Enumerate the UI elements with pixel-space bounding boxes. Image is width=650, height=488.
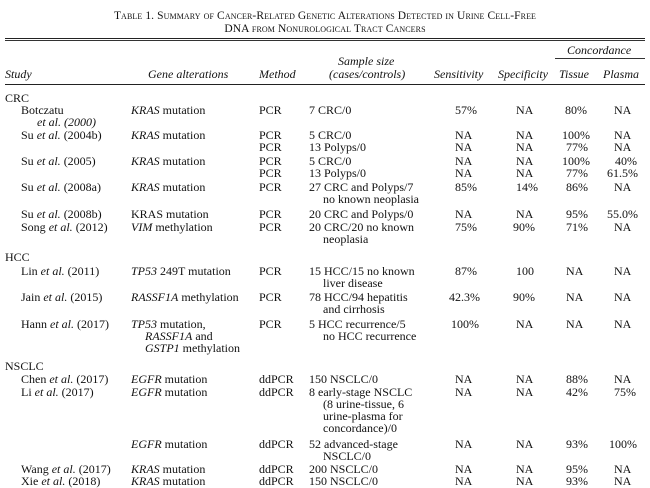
header-method: Method [259, 67, 296, 81]
spec-jain: 90% [513, 290, 535, 304]
plasma-li-1: 75% [614, 385, 636, 399]
sens-hann: 100% [451, 317, 479, 331]
plasma-wang: NA [614, 462, 632, 476]
plasma-su-2005-b: 61.5% [607, 166, 638, 180]
method-xie: ddPCR [259, 474, 294, 488]
spec-chen: NA [516, 372, 534, 386]
method-song: PCR [259, 220, 282, 234]
sample-su-2008a-1: 27 CRC and Polyps/7 [309, 180, 414, 194]
sens-su-2008b: NA [455, 207, 473, 221]
tissue-li-2: 93% [566, 437, 588, 451]
sens-su-2005-b: NA [455, 166, 473, 180]
plasma-chen: NA [614, 372, 632, 386]
method-chen: ddPCR [259, 372, 294, 386]
table-title-line-1: Table 1. Summary of Cancer-Related Genetic Alterations Detected in Urine Cell-Free [113, 10, 537, 22]
tissue-botczatu: 80% [565, 103, 587, 117]
sens-wang: NA [455, 462, 473, 476]
sample-su-2005-b: 13 Polyps/0 [309, 166, 367, 180]
sens-xie: NA [455, 474, 473, 488]
gene-xie: KRAS mutation [131, 474, 206, 488]
header-plasma: Plasma [603, 67, 639, 81]
study-su-2004b: Su et al. (2004b) [21, 128, 102, 142]
method-su-2008a: PCR [259, 180, 282, 194]
sens-chen: NA [455, 372, 473, 386]
study-chen: Chen et al. (2017) [21, 372, 109, 386]
gene-su-2005: KRAS mutation [131, 154, 206, 168]
sample-li-2-a: 52 advanced-stage [309, 437, 398, 451]
gene-hann-3: GSTP1 methylation [145, 341, 240, 355]
tissue-su-2008b: 95% [566, 207, 588, 221]
spec-su-2008a: 14% [516, 180, 538, 194]
spec-hann: NA [516, 317, 534, 331]
top-rule [5, 38, 645, 39]
spec-li-1: NA [516, 385, 534, 399]
sens-su-2004b-a: NA [455, 128, 473, 142]
spec-wang: NA [516, 462, 534, 476]
plasma-hann: NA [614, 317, 632, 331]
gene-botczatu: KRAS mutation [131, 103, 206, 117]
method-su-2004b-b: PCR [259, 140, 282, 154]
gene-hann-2: RASSF1A and [145, 329, 213, 343]
method-hann: PCR [259, 317, 282, 331]
spec-su-2005-a: NA [516, 154, 534, 168]
sample-hann-2: no HCC recurrence [323, 329, 417, 343]
gene-song: VIM methylation [131, 220, 213, 234]
header-rule [5, 84, 645, 85]
sample-wang: 200 NSCLC/0 [309, 462, 379, 476]
sample-su-2008b: 20 CRC and Polyps/0 [309, 207, 414, 221]
plasma-su-2004b-b: NA [614, 140, 632, 154]
spec-xie: NA [516, 474, 534, 488]
group-nsclc: NSCLC [5, 359, 44, 373]
study-jain: Jain et al. (2015) [21, 290, 103, 304]
sample-song-1: 20 CRC/20 no known [309, 220, 415, 234]
sens-botczatu: 57% [455, 103, 477, 117]
sens-su-2008a: 85% [455, 180, 477, 194]
plasma-li-2: 100% [609, 437, 637, 451]
header-tissue: Tissue [559, 67, 590, 81]
plasma-su-2004b-a: NA [614, 128, 632, 142]
spec-song: 90% [513, 220, 535, 234]
header-study: Study [5, 67, 32, 81]
study-su-2005: Su et al. (2005) [21, 154, 96, 168]
method-su-2005-a: PCR [259, 154, 282, 168]
method-wang: ddPCR [259, 462, 294, 476]
spec-lin: 100 [516, 264, 534, 278]
study-botczatu-2: et al. (2000) [37, 115, 96, 129]
tissue-su-2004b-a: 100% [562, 128, 590, 142]
tissue-su-2005-b: 77% [566, 166, 588, 180]
table-title-line-2: DNA from Nonurological Tract Cancers [224, 23, 426, 35]
sample-su-2008a-2: no known neoplasia [323, 192, 419, 206]
spec-li-2: NA [516, 437, 534, 451]
study-su-2008b: Su et al. (2008b) [21, 207, 102, 221]
tissue-su-2004b-b: 77% [566, 140, 588, 154]
gene-wang: KRAS mutation [131, 462, 206, 476]
sample-jain-2: and cirrhosis [323, 302, 385, 316]
sens-jain: 42.3% [449, 290, 480, 304]
plasma-su-2008a: NA [614, 180, 632, 194]
sample-hann-1: 5 HCC recurrence/5 [309, 317, 406, 331]
sens-li-1: NA [455, 385, 473, 399]
sens-lin: 87% [455, 264, 477, 278]
spec-su-2008b: NA [516, 207, 534, 221]
sample-su-2005-a: 5 CRC/0 [309, 154, 352, 168]
sample-li-1-b: (8 urine-tissue, 6 [323, 397, 404, 411]
tissue-xie: 93% [566, 474, 588, 488]
sens-su-2005-a: NA [455, 154, 473, 168]
plasma-su-2005-a: 40% [615, 154, 637, 168]
method-su-2008b: PCR [259, 207, 282, 221]
plasma-xie: NA [614, 474, 632, 488]
sens-su-2004b-b: NA [455, 140, 473, 154]
method-li-2: ddPCR [259, 437, 294, 451]
sample-xie: 150 NSCLC/0 [309, 474, 379, 488]
gene-su-2004b: KRAS mutation [131, 128, 206, 142]
study-wang: Wang et al. (2017) [21, 462, 111, 476]
method-su-2004b-a: PCR [259, 128, 282, 142]
gene-su-2008a: KRAS mutation [131, 180, 206, 194]
spec-su-2004b-a: NA [516, 128, 534, 142]
gene-li-1: EGFR mutation [131, 385, 208, 399]
sample-jain-1: 78 HCC/94 hepatitis [309, 290, 408, 304]
study-su-2008a: Su et al. (2008a) [21, 180, 102, 194]
study-li: Li et al. (2017) [21, 385, 94, 399]
method-lin: PCR [259, 264, 282, 278]
gene-chen: EGFR mutation [131, 372, 208, 386]
gene-su-2008b: KRAS mutation [131, 207, 209, 221]
plasma-lin: NA [614, 264, 632, 278]
plasma-botczatu: NA [614, 103, 632, 117]
spec-botczatu: NA [516, 103, 534, 117]
tissue-su-2005-a: 100% [562, 154, 590, 168]
plasma-song: NA [614, 220, 632, 234]
header-specificity: Specificity [498, 67, 548, 81]
sample-song-2: neoplasia [323, 232, 369, 246]
sample-su-2004b-b: 13 Polyps/0 [309, 140, 367, 154]
sample-chen: 150 NSCLC/0 [309, 372, 379, 386]
tissue-chen: 88% [566, 372, 588, 386]
sample-li-1-d: concordance)/0 [323, 421, 397, 435]
spec-su-2005-b: NA [516, 166, 534, 180]
sens-song: 75% [455, 220, 477, 234]
header-sample-2: (cases/controls) [329, 67, 406, 81]
sens-li-2: NA [455, 437, 473, 451]
study-song: Song et al. (2012) [21, 220, 108, 234]
concordance-rule [555, 58, 645, 59]
gene-li-2: EGFR mutation [131, 437, 208, 451]
study-botczatu: Botczatu [21, 103, 64, 117]
tissue-li-1: 42% [566, 385, 588, 399]
tissue-wang: 95% [566, 462, 588, 476]
method-botczatu: PCR [259, 103, 282, 117]
method-jain: PCR [259, 290, 282, 304]
sample-lin-2: liver disease [323, 276, 383, 290]
tissue-jain: NA [566, 290, 584, 304]
plasma-jain: NA [614, 290, 632, 304]
tissue-hann: NA [566, 317, 584, 331]
gene-hann-1: TP53 mutation, [131, 317, 206, 331]
sample-li-2-b: NSCLC/0 [323, 449, 372, 463]
gene-lin: TP53 249T mutation [131, 264, 231, 278]
sample-lin-1: 15 HCC/15 no known [309, 264, 415, 278]
tissue-song: 71% [566, 220, 588, 234]
header-concordance: Concordance [567, 43, 632, 57]
study-hann: Hann et al. (2017) [21, 317, 109, 331]
tissue-lin: NA [566, 264, 584, 278]
header-gene: Gene alterations [148, 67, 229, 81]
sample-su-2004b-a: 5 CRC/0 [309, 128, 352, 142]
top-rule-double [5, 40, 645, 41]
method-su-2005-b: PCR [259, 166, 282, 180]
sample-li-1-c: urine-plasma for [323, 409, 403, 423]
study-lin: Lin et al. (2011) [21, 264, 100, 278]
sample-botczatu: 7 CRC/0 [309, 103, 352, 117]
study-xie: Xie et al. (2018) [21, 474, 101, 488]
sample-li-1-a: 8 early-stage NSCLC [309, 385, 413, 399]
plasma-su-2008b: 55.0% [607, 207, 638, 221]
header-sensitivity: Sensitivity [434, 67, 484, 81]
tissue-su-2008a: 86% [566, 180, 588, 194]
group-crc: CRC [5, 91, 30, 105]
header-sample-1: Sample size [338, 54, 395, 68]
spec-su-2004b-b: NA [516, 140, 534, 154]
group-hcc: HCC [5, 250, 30, 264]
gene-jain: RASSF1A methylation [131, 290, 239, 304]
method-li-1: ddPCR [259, 385, 294, 399]
